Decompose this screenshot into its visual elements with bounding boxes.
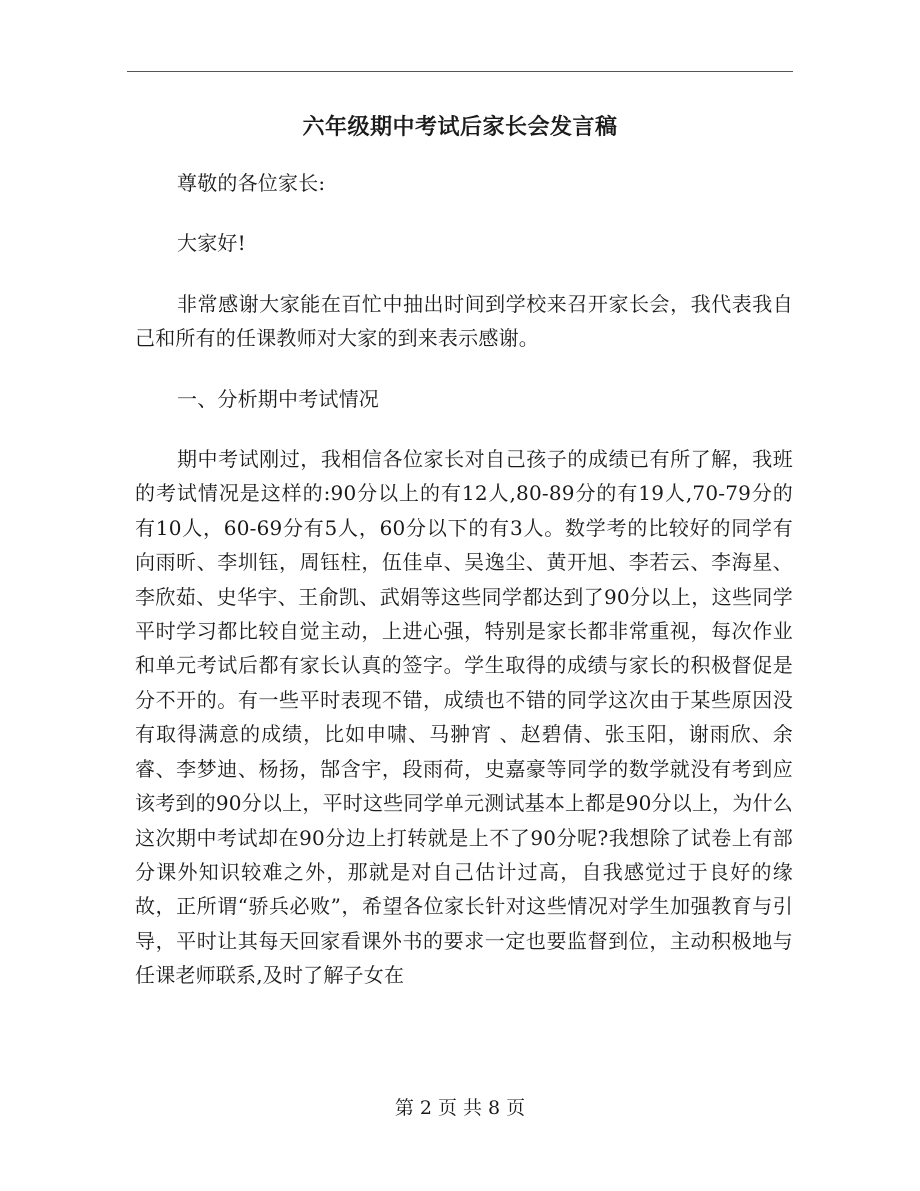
section-heading: 一、分析期中考试情况 [177, 386, 379, 411]
paragraph-exam-analysis: 期中考试刚过，我相信各位家长对自己孩子的成绩已有所了解，我班的考试情况是这样的:90分以上的有12人,80-89分的有19人,70-79分的有10人，60-69分有5人，60分以下的有3人。数学考的比较好的同学有向雨昕、李圳钰，周钰柱，伍佳卓、吴逸尘、黄开旭、李若云、李海星、李欣茹、史华宇、王俞凯、武娟等这些同学都达到了90分以上，这些同学平时学习都比较自觉主动，上进心强，特别是家长都非常重视，每次作业和单元考试后都有家长认真的签字。学生取得的成绩与家长的积极督促是分不开的。有一些平时表现不错，成绩也不错的同学这次由于某些原因没有取得满意的成绩，比如申啸、马翀宵 、赵碧倩、张玉阳，谢雨欣、余睿、李梦迪、杨扬，郜含宇，段雨荷，史嘉豪等同学的数学就没有考到应该考到的90分以上，平时这些同学单元测试基本上都是90分以上，为什么这次期中考试却在90分边上打转就是上不了90分呢?我想除了试卷上有部分课外知识较难之外，那就是对自己估计过高，自我感觉过于良好的缘故，正所谓“骄兵必败”，希望各位家长针对这些情况对学生加强教育与引导，平时让其每天回家看课外书的要求一定也要监督到位，主动积极地与任课老师联系,及时了解子女在 [135, 447, 793, 988]
greeting: 大家好! [177, 231, 246, 256]
page-number-footer: 第 2 页 共 8 页 [394, 1097, 526, 1119]
paragraph-thanks: 非常感谢大家能在百忙中抽出时间到学校来召开家长会，我代表我自己和所有的任课教师对大家的到来表示感谢。 [135, 291, 793, 351]
document-body [135, 166, 793, 1019]
document-title: 六年级期中考试后家长会发言稿 [302, 114, 618, 140]
salutation: 尊敬的各位家长: [177, 171, 326, 195]
header-rule [127, 71, 793, 72]
